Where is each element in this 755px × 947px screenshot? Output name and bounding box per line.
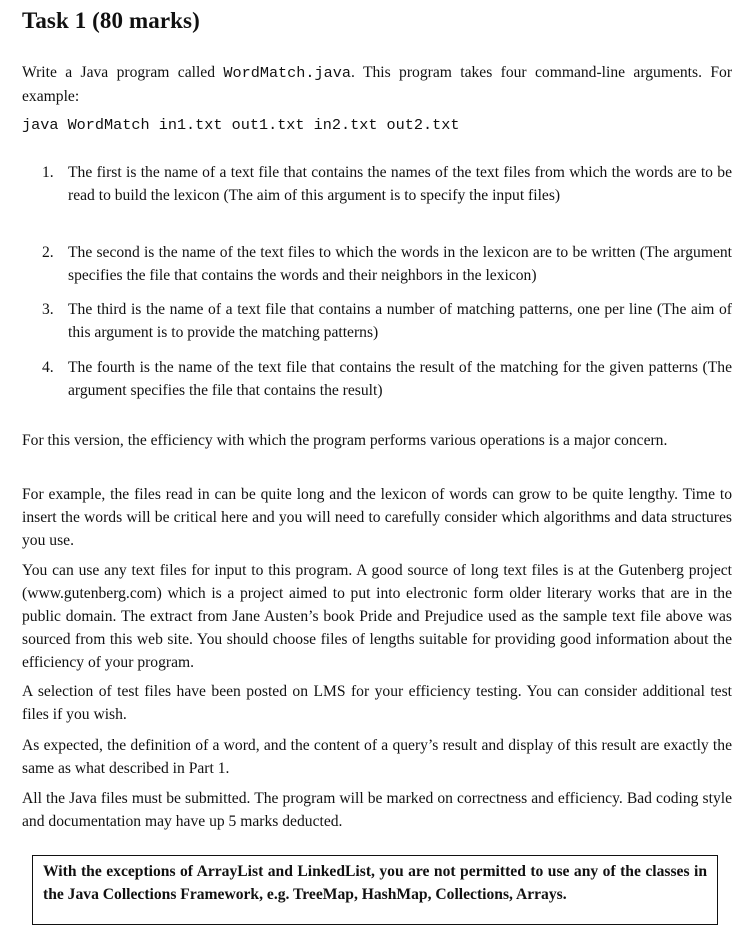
- example-paragraph: For example, the files read in can be quite long and the lexicon of words can grow to be quite lengthy. Time to insert the words will be critical here and you will need to carefully consider which algorithms and data structures you use.: [22, 486, 732, 549]
- test-files-paragraph: A selection of test files have been posted on LMS for your efficiency testing. You can consider additional test files if you wish.: [22, 683, 732, 723]
- restriction-notice-text: With the exceptions of ArrayList and LinkedList, you are not permitted to use any of the classes in the Java Collections Framework, e.g. TreeMap, HashMap, Collections, Arrays.: [43, 863, 707, 903]
- argument-list: [40, 161, 732, 402]
- intro-paragraph: [22, 61, 732, 108]
- intro-text-after: . This program takes four command-line arguments. For example:: [22, 64, 733, 105]
- efficiency-paragraph: For this version, the efficiency with which the program performs various operations is a major concern.: [22, 432, 668, 449]
- argument-text: The third is the name of a text file that contains a number of matching patterns, one per line (The aim of this argument is to provide the matching patterns): [68, 301, 732, 341]
- argument-number: 2.: [42, 244, 54, 261]
- argument-number: 1.: [42, 164, 54, 181]
- definition-paragraph: As expected, the definition of a word, and the content of a query’s result and display of this result are exactly the same as what described in Part 1.: [22, 737, 732, 777]
- argument-item: [40, 161, 732, 230]
- argument-item: [40, 356, 732, 402]
- argument-item: [40, 241, 732, 287]
- program-file-name: WordMatch.java: [223, 64, 351, 82]
- restriction-notice-box: [32, 855, 718, 925]
- example-command: java WordMatch in1.txt out1.txt in2.txt out2.txt: [22, 116, 460, 134]
- argument-text: The fourth is the name of the text file that contains the result of the matching for the given patterns (The argument specifies the file that contains the result): [68, 359, 732, 399]
- input-files-paragraph: You can use any text files for input to this program. A good source of long text files is at the Gutenberg project (www.gutenberg.com) which is a project aimed to put into electronic form older literary works that are in the public domain. The extract from Jane Austen’s book Pride and Prejudice used as the sample text file above was sourced from this web site. You should choose files of lengths suitable for providing good information about the efficiency of your program.: [22, 562, 732, 671]
- argument-text: The first is the name of a text file that contains the names of the text files from which the words are to be read to build the lexicon (The aim of this argument is to specify the input files): [68, 164, 732, 204]
- argument-number: 4.: [42, 359, 54, 376]
- intro-text-before: Write a Java program called: [22, 64, 224, 81]
- submission-paragraph: All the Java files must be submitted. The program will be marked on correctness and efficiency. Bad coding style and documentation may have up 5 marks deducted.: [22, 790, 732, 830]
- argument-text: The second is the name of the text files to which the words in the lexicon are to be written (The argument specifies the file that contains the words and their neighbors in the lexicon): [68, 244, 732, 284]
- argument-number: 3.: [42, 301, 54, 318]
- argument-item: [40, 298, 732, 344]
- task-title: Task 1 (80 marks): [22, 8, 200, 33]
